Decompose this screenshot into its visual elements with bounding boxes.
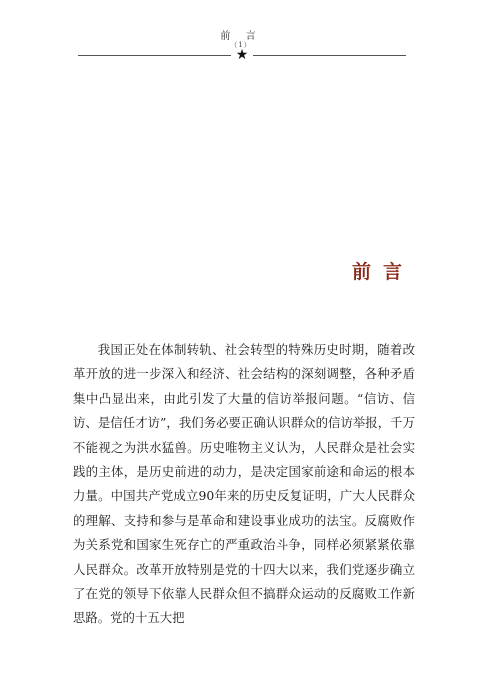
body-paragraph: 我国正处在体制转轨、社会转型的特殊历史时期，随着改革开放的进一步深入和经济、社会结构的深刻调整，各种矛盾集中凸显出来，由此引发了大量的信访举报问题。“信访、信访、是信任才访”，我们务必要正确认识群众的信访举报，千万不能视之为洪水猛兽。历史唯物主义认为，人民群众是社会实践的主体，是历史前进的动力，是决定国家前途和命运的根本力量。中国共产党成立90年来的历史反复证明，广大人民群众的理解、支持和参与是革命和建设事业成功的法宝。反腐败作为关系党和国家生死存亡的严重政治斗争，同样必须紧紧依靠人民群众。改革开放特别是党的十四大以来，我们党逐步确立了在党的领导下依靠人民群众但不搞群众运动的反腐败工作新思路。党的十五大把 xyxy=(73,342,415,626)
header-rule-right xyxy=(253,55,406,56)
star-icon: ★ xyxy=(235,47,249,63)
header-rule-left xyxy=(78,55,231,56)
header-title: 前 言 xyxy=(220,31,262,42)
header-page-number: （1） xyxy=(230,41,252,49)
chapter-title: 前言 xyxy=(352,261,415,283)
